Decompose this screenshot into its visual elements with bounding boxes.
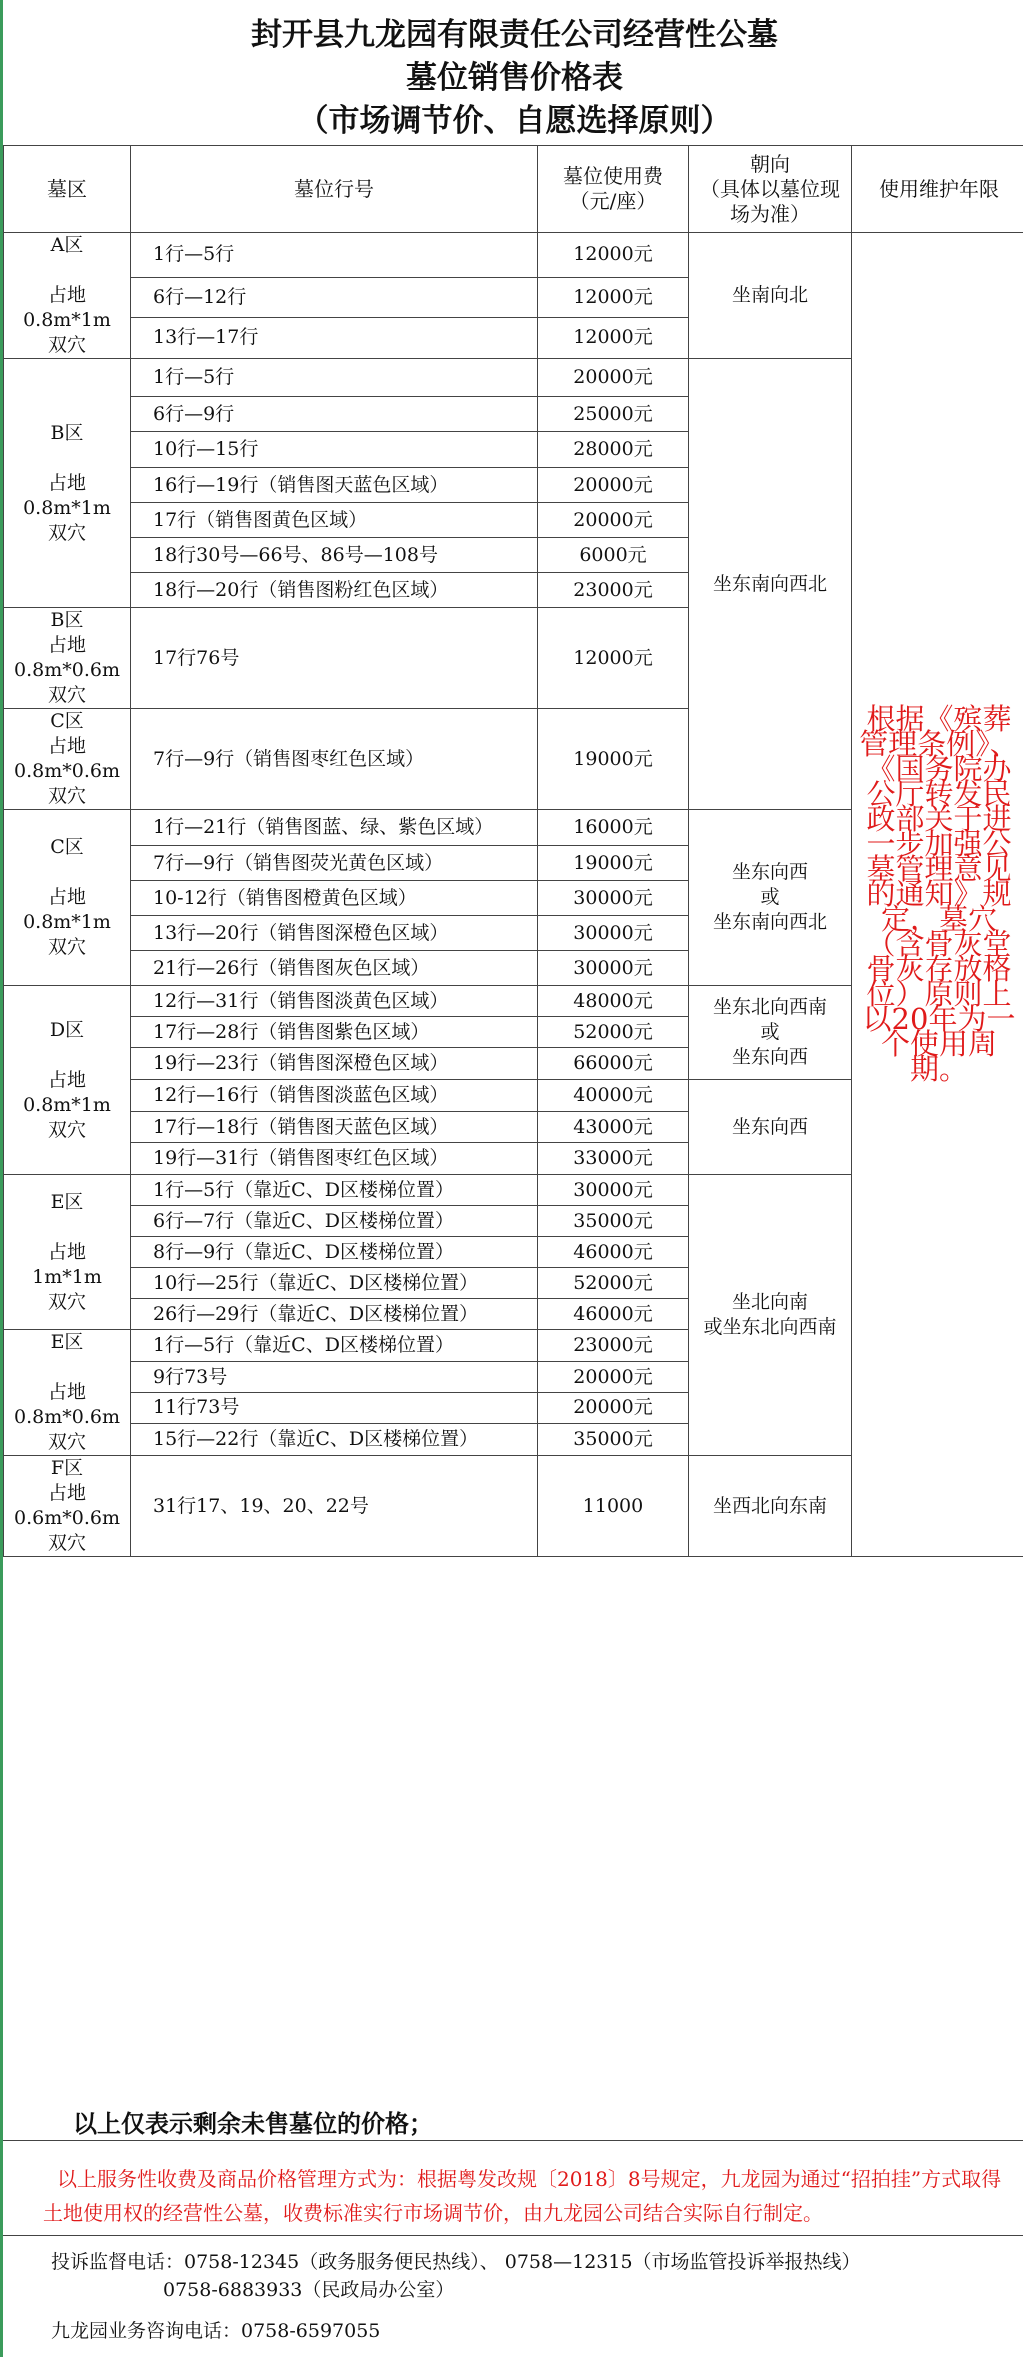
zone-cell: E区 占地 1m*1m 双穴 [4, 1175, 131, 1330]
row-number-cell: 9行73号 [131, 1362, 538, 1393]
row-number-cell: 1行—5行 [131, 233, 538, 278]
row-number-cell: 13行—20行（销售图深橙色区域） [131, 916, 538, 951]
price-cell: 16000元 [538, 810, 689, 846]
price-cell: 43000元 [538, 1112, 689, 1143]
price-cell: 46000元 [538, 1299, 689, 1330]
zone-cell: C区 占地 0.8m*1m 双穴 [4, 810, 131, 986]
row-number-cell: 10-12行（销售图橙黄色区域） [131, 881, 538, 916]
price-cell: 40000元 [538, 1080, 689, 1112]
price-cell: 20000元 [538, 1362, 689, 1393]
price-cell: 12000元 [538, 608, 689, 709]
row-number-cell: 1行—5行（靠近C、D区楼梯位置） [131, 1330, 538, 1362]
row-number-cell: 18行—20行（销售图粉红色区域） [131, 573, 538, 608]
header-term: 使用维护年限 [852, 146, 1023, 233]
price-cell: 20000元 [538, 468, 689, 503]
price-cell: 52000元 [538, 1268, 689, 1299]
price-cell: 23000元 [538, 573, 689, 608]
price-cell: 28000元 [538, 432, 689, 468]
table-row [4, 233, 1023, 278]
price-cell: 25000元 [538, 397, 689, 432]
price-cell: 12000元 [538, 233, 689, 278]
row-number-cell: 7行—9行（销售图枣红色区域） [131, 709, 538, 810]
zone-cell: B区 占地 0.8m*0.6m 双穴 [4, 608, 131, 709]
row-number-cell: 6行—9行 [131, 397, 538, 432]
header-orientation: 朝向 （具体以墓位现 场为准） [689, 146, 852, 233]
orientation-cell: 坐东北向西南 或 坐东向西 [689, 986, 852, 1080]
orientation-cell: 坐南向北 [689, 233, 852, 359]
row-number-cell: 18行30号—66号、86号—108号 [131, 538, 538, 573]
zone-cell: E区 占地 0.8m*0.6m 双穴 [4, 1330, 131, 1456]
price-cell: 35000元 [538, 1206, 689, 1237]
price-cell: 20000元 [538, 503, 689, 538]
price-cell: 52000元 [538, 1017, 689, 1048]
row-number-cell: 1行—5行 [131, 359, 538, 397]
zone-cell: B区 占地 0.8m*1m 双穴 [4, 359, 131, 608]
price-cell: 30000元 [538, 1175, 689, 1206]
row-number-cell: 17行76号 [131, 608, 538, 709]
row-number-cell: 31行17、19、20、22号 [131, 1456, 538, 1557]
zone-cell: A区 占地 0.8m*1m 双穴 [4, 233, 131, 359]
price-cell: 23000元 [538, 1330, 689, 1362]
row-number-cell: 7行—9行（销售图荧光黄色区域） [131, 846, 538, 881]
price-cell: 20000元 [538, 1392, 689, 1423]
row-number-cell: 8行—9行（靠近C、D区楼梯位置） [131, 1237, 538, 1268]
price-cell: 11000 [538, 1456, 689, 1557]
summary-row [3, 2098, 1023, 2141]
header-fee: 墓位使用费 （元/座） [538, 146, 689, 233]
price-cell: 19000元 [538, 709, 689, 810]
row-number-cell: 26行—29行（靠近C、D区楼梯位置） [131, 1299, 538, 1330]
business-phone: 九龙园业务咨询电话：0758-6597055 [51, 2320, 381, 2342]
title-table: 墓位销售价格表 [406, 60, 623, 96]
row-number-cell: 13行—17行 [131, 317, 538, 358]
title-principle: （市场调节价、自愿选择原则） [297, 103, 732, 139]
price-cell: 66000元 [538, 1048, 689, 1080]
row-number-cell: 6行—12行 [131, 277, 538, 317]
title-company: 封开县九龙园有限责任公司经营性公墓 [251, 17, 778, 53]
zone-cell: D区 占地 0.8m*1m 双穴 [4, 986, 131, 1175]
orientation-cell: 坐北向南 或坐东北向西南 [689, 1175, 852, 1456]
row-number-cell: 12行—31行（销售图淡黄色区域） [131, 986, 538, 1017]
orientation-cell: 坐西北向东南 [689, 1456, 852, 1557]
policy-text: 以上服务性收费及商品价格管理方式为：根据粤发改规〔2018〕8号规定，九龙园为通过“招拍挂”方式取得土地使用权的经营性公墓，收费标准实行市场调节价，由九龙园公司结合实际自行制定。 [3, 2140, 1023, 2236]
row-number-cell: 12行—16行（销售图淡蓝色区域） [131, 1080, 538, 1112]
summary-text: 以上仅表示剩余未售墓位的价格； [73, 2109, 433, 2138]
price-cell: 48000元 [538, 986, 689, 1017]
price-cell: 30000元 [538, 881, 689, 916]
zone-cell: C区 占地 0.8m*0.6m 双穴 [4, 709, 131, 810]
orientation-cell: 坐东向西 或 坐东南向西北 [689, 810, 852, 986]
row-number-cell: 10行—25行（靠近C、D区楼梯位置） [131, 1268, 538, 1299]
row-number-cell: 19行—31行（销售图枣红色区域） [131, 1143, 538, 1175]
price-cell: 20000元 [538, 359, 689, 397]
row-number-cell: 1行—21行（销售图蓝、绿、紫色区域） [131, 810, 538, 846]
price-cell: 33000元 [538, 1143, 689, 1175]
row-number-cell: 6行—7行（靠近C、D区楼梯位置） [131, 1206, 538, 1237]
complaint-phone-line1: 投诉监督电话：0758-12345（政务服务便民热线）、 0758—12315（市场监管投诉举报热线） [51, 2251, 861, 2273]
orientation-cell: 坐东南向西北 [689, 359, 852, 810]
row-number-cell: 17行—18行（销售图天蓝色区域） [131, 1112, 538, 1143]
orientation-cell: 坐东向西 [689, 1080, 852, 1175]
header-zone: 墓区 [4, 146, 131, 233]
complaint-phone-line2: 0758-6883933（民政局办公室） [163, 2279, 455, 2301]
price-cell: 35000元 [538, 1423, 689, 1455]
price-cell: 12000元 [538, 317, 689, 358]
row-number-cell: 17行（销售图黄色区域） [131, 503, 538, 538]
row-number-cell: 10行—15行 [131, 432, 538, 468]
price-cell: 12000元 [538, 277, 689, 317]
price-cell: 46000元 [538, 1237, 689, 1268]
price-cell: 19000元 [538, 846, 689, 881]
price-cell: 30000元 [538, 916, 689, 951]
term-note-cell: 根据《殡葬管理条例》、《国务院办公厅转发民政部关于进一步加强公墓管理意见的通知》规定，墓穴（含骨灰堂骨灰存放格位）原则上以20年为一个使用周期。 [852, 233, 1023, 1557]
price-table [3, 145, 1023, 1557]
header-row [4, 146, 1023, 233]
row-number-cell: 17行—28行（销售图紫色区域） [131, 1017, 538, 1048]
row-number-cell: 16行—19行（销售图天蓝色区域） [131, 468, 538, 503]
row-number-cell: 19行—23行（销售图深橙色区域） [131, 1048, 538, 1080]
price-cell: 6000元 [538, 538, 689, 573]
row-number-cell: 21行—26行（销售图灰色区域） [131, 951, 538, 986]
header-row-number: 墓位行号 [131, 146, 538, 233]
row-number-cell: 1行—5行（靠近C、D区楼梯位置） [131, 1175, 538, 1206]
price-cell: 30000元 [538, 951, 689, 986]
row-number-cell: 11行73号 [131, 1392, 538, 1423]
row-number-cell: 15行—22行（靠近C、D区楼梯位置） [131, 1423, 538, 1455]
zone-cell: F区 占地 0.6m*0.6m 双穴 [4, 1456, 131, 1557]
